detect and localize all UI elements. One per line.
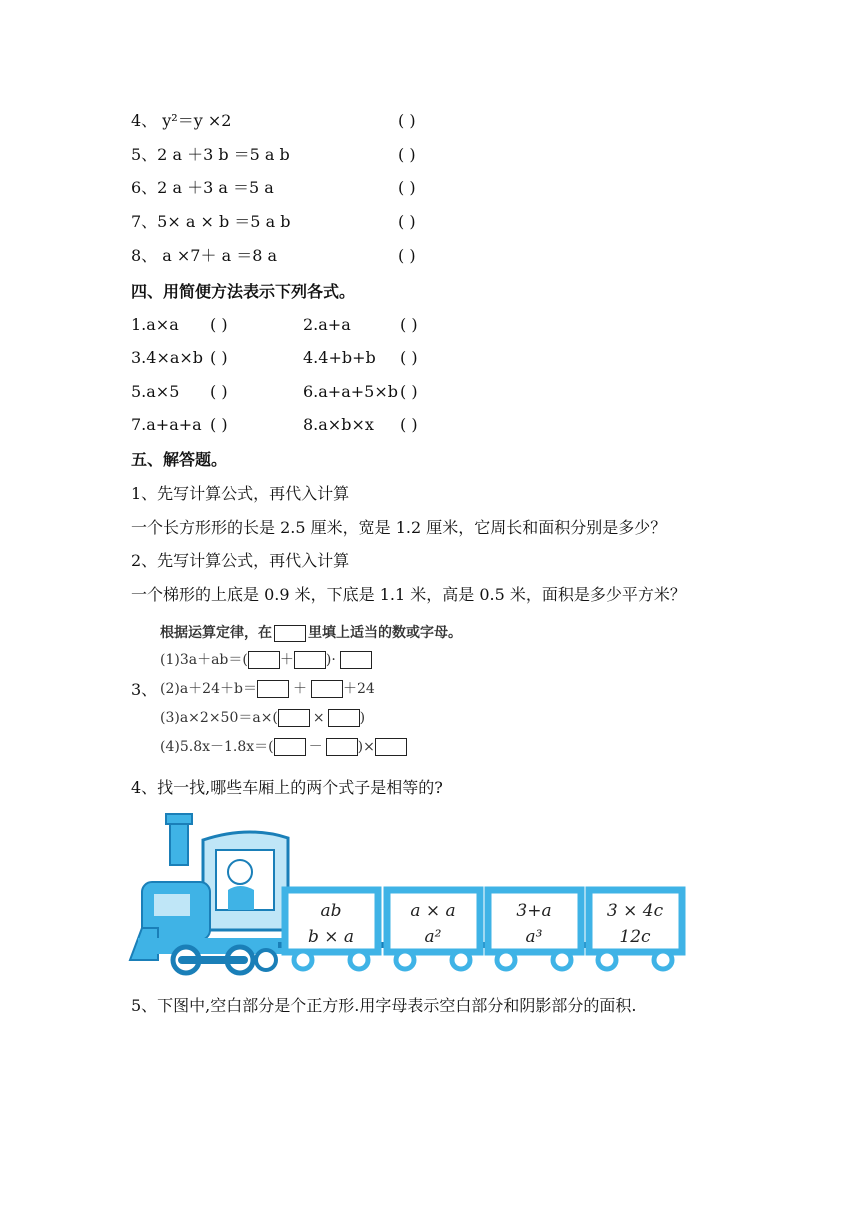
q3-line3-box-1[interactable]: [278, 709, 310, 727]
s4-item-5-paren[interactable]: ( ): [210, 382, 228, 401]
q3-line3-c: ): [359, 710, 366, 726]
item-7-text: 7、5× a × b ＝5 a b: [131, 212, 291, 231]
q2-title: 2、先写计算公式，再代入计算: [131, 551, 350, 570]
q3-line4-c: )×: [357, 739, 375, 755]
s4-item-4: 4.4+b+b: [303, 348, 376, 367]
car-1-top: ab: [320, 901, 342, 921]
car-3-top: 3+a: [516, 901, 552, 921]
item-4-answer-paren[interactable]: ( ): [398, 111, 416, 130]
s4-item-5: 5.a×5: [131, 382, 180, 401]
q3-line1-a: (1)3a＋ab＝(: [160, 652, 248, 668]
q3-line2-b: ＋: [292, 681, 307, 697]
s4-item-4-paren[interactable]: ( ): [400, 348, 418, 367]
q3-line4-b: －: [308, 739, 323, 755]
train-car-2: [387, 890, 480, 969]
q3-instruction-b: 里填上适当的数或字母。: [308, 625, 462, 641]
q3-line1-b: ＋: [279, 652, 294, 668]
q3-line3-box-2[interactable]: [328, 709, 360, 727]
q3-line4-a: (4)5.8x－1.8x＝(: [160, 739, 274, 755]
item-5-text: 5、2 a ＋3 b ＝5 a b: [131, 145, 290, 164]
item-4-text: 4、 y²＝y ×2: [131, 111, 232, 130]
car-2-bottom: a²: [424, 927, 442, 947]
q3-label: 3、: [131, 680, 158, 699]
item-8-answer-paren[interactable]: ( ): [398, 246, 416, 265]
s4-item-8: 8.a×b×x: [303, 415, 374, 434]
q3-line2-box-2[interactable]: [311, 680, 343, 698]
q1-title: 1、先写计算公式，再代入计算: [131, 484, 350, 503]
q3-line1-box-2[interactable]: [294, 651, 326, 669]
train-car-3: [488, 890, 581, 969]
q3-line1-c: )·: [325, 652, 336, 668]
car-4-bottom: 12c: [619, 927, 651, 947]
s4-item-3: 3.4×a×b: [131, 348, 204, 367]
q3-instruction: [160, 622, 462, 642]
item-7-answer-paren[interactable]: ( ): [398, 212, 416, 231]
q3-line3-b: ×: [312, 710, 325, 726]
q3-line2-a: (2)a＋24＋b＝: [160, 681, 257, 697]
q3-line4-box-2[interactable]: [326, 738, 358, 756]
train-illustration: [128, 810, 690, 978]
q3-line1-box-3[interactable]: [340, 651, 372, 669]
train-car-1: [285, 890, 378, 969]
q1-text: 一个长方形形的长是 2.5 厘米，宽是 1.2 厘米，它周长和面积分别是多少？: [131, 518, 667, 537]
s4-item-1-paren[interactable]: ( ): [210, 315, 228, 334]
q3-line-3: [160, 709, 365, 727]
s4-item-1: 1.a×a: [131, 315, 179, 334]
q3-line3-a: (3)a×2×50＝a×(: [160, 710, 278, 726]
car-4-top: 3 × 4c: [606, 901, 664, 921]
q2-text: 一个梯形的上底是 0.9 米，下底是 1.1 米，高是 0.5 米，面积是多少平方米？: [131, 585, 686, 604]
s4-item-7: 7.a+a+a: [131, 415, 202, 434]
train-car-4: [589, 890, 682, 969]
car-1-bottom: b × a: [307, 927, 355, 947]
q3-line-1: [160, 651, 372, 669]
q3-line2-c: ＋24: [342, 681, 375, 697]
q3-line4-box-3[interactable]: [375, 738, 407, 756]
car-2-top: a × a: [410, 901, 456, 921]
q5-title: 5、下图中,空白部分是个正方形.用字母表示空白部分和阴影部分的面积.: [131, 996, 637, 1015]
item-8-text: 8、 a ×7＋ a ＝8 a: [131, 246, 277, 265]
locomotive: [130, 814, 288, 973]
q3-instruction-box: [274, 625, 306, 642]
item-5-answer-paren[interactable]: ( ): [398, 145, 416, 164]
q3-line2-box-1[interactable]: [257, 680, 289, 698]
section-4-heading: 四、用简便方法表示下列各式。: [131, 282, 356, 301]
q3-line-2: [160, 680, 375, 698]
q3-instruction-a: 根据运算定律，在: [160, 625, 272, 641]
s4-item-8-paren[interactable]: ( ): [400, 415, 418, 434]
s4-item-6: 6.a+a+5×b: [303, 382, 398, 401]
item-6-answer-paren[interactable]: ( ): [398, 178, 416, 197]
q3-line-4: [160, 738, 407, 756]
section-5-heading: 五、解答题。: [131, 450, 228, 469]
s4-item-6-paren[interactable]: ( ): [400, 382, 418, 401]
s4-item-7-paren[interactable]: ( ): [210, 415, 228, 434]
s4-item-3-paren[interactable]: ( ): [210, 348, 228, 367]
s4-item-2: 2.a+a: [303, 315, 351, 334]
q3-line1-box-1[interactable]: [248, 651, 280, 669]
s4-item-2-paren[interactable]: ( ): [400, 315, 418, 334]
q3-line4-box-1[interactable]: [274, 738, 306, 756]
car-3-bottom: a³: [525, 927, 543, 947]
q4-title: 4、找一找,哪些车厢上的两个式子是相等的?: [131, 778, 443, 797]
item-6-text: 6、2 a ＋3 a ＝5 a: [131, 178, 274, 197]
